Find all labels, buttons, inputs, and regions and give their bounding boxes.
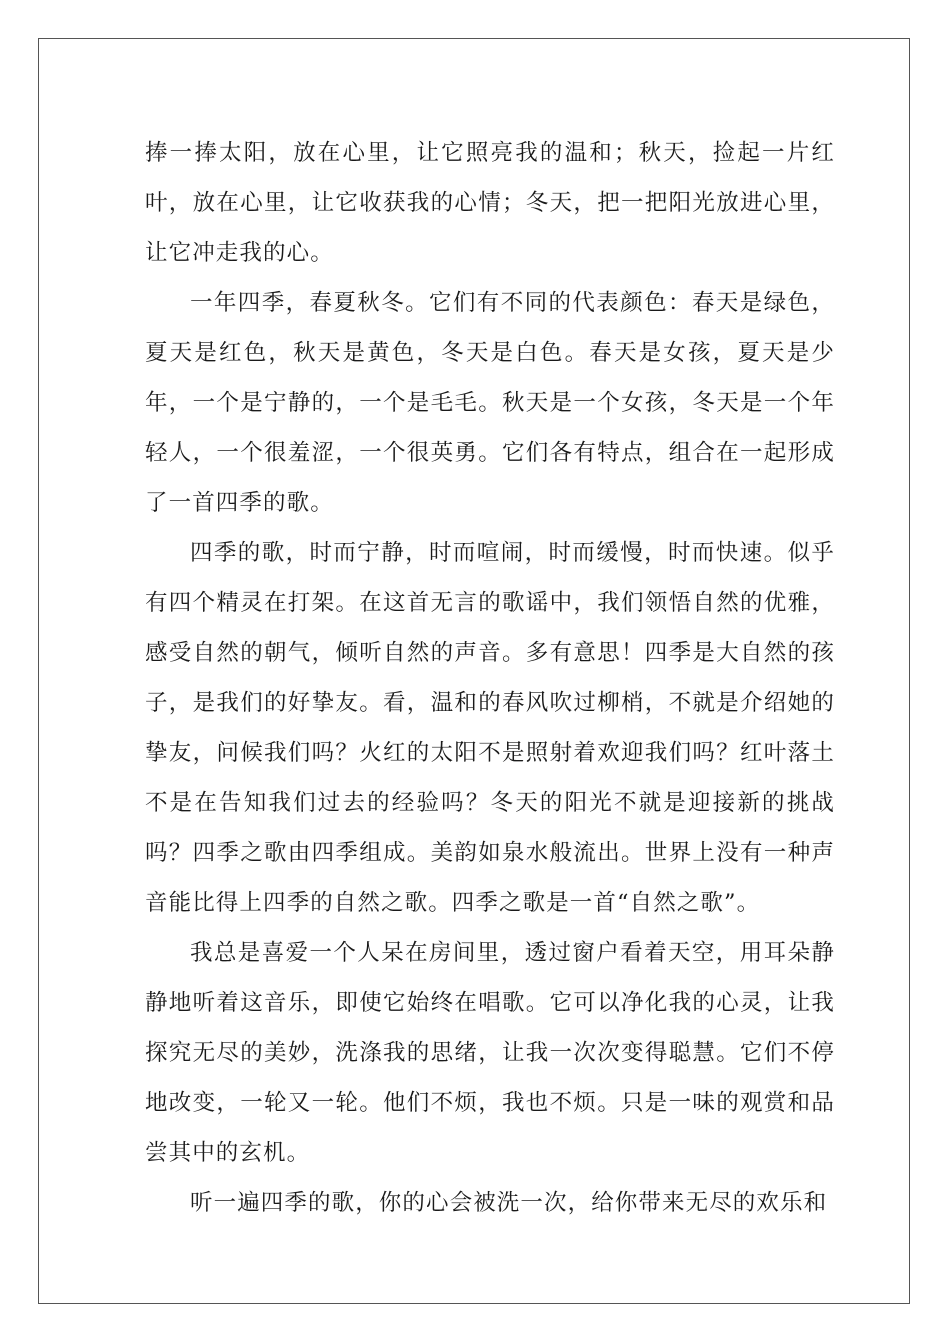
paragraph-5: 听一遍四季的歌，你的心会被洗一次，给你带来无尽的欢乐和	[190, 1190, 828, 1216]
paragraph-4: 我总是喜爱一个人呆在房间里，透过窗户看着天空，用耳朵静静地听着这音乐，即使它始终在唱歌。它可以净化我的心灵，让我探究无尽的美妙，洗涤我的思绪，让我一次次变得聪慧。它们不停地改变，一轮又一轮。他们不烦，我也不烦。只是一味的观赏和品尝其中的玄机。	[145, 940, 835, 1166]
document-body	[145, 128, 835, 1228]
paragraph-2: 一年四季，春夏秋冬。它们有不同的代表颜色：春天是绿色，夏天是红色，秋天是黄色，冬天是白色。春天是女孩，夏天是少年，一个是宁静的，一个是毛毛。秋天是一个女孩，冬天是一个年轻人，一个很羞涩，一个很英勇。它们各有特点，组合在一起形成了一首四季的歌。	[145, 290, 835, 516]
paragraph-1: 捧一捧太阳，放在心里，让它照亮我的温和；秋天，捡起一片红叶，放在心里，让它收获我的心情；冬天，把一把阳光放进心里，让它冲走我的心。	[145, 140, 835, 266]
paragraph-3: 四季的歌，时而宁静，时而喧闹，时而缓慢，时而快速。似乎有四个精灵在打架。在这首无言的歌谣中，我们领悟自然的优雅，感受自然的朝气，倾听自然的声音。多有意思！四季是大自然的孩子，是我们的好挚友。看，温和的春风吹过柳梢，不就是介绍她的挚友，问候我们吗？火红的太阳不是照射着欢迎我们吗？红叶落土不是在告知我们过去的经验吗？冬天的阳光不就是迎接新的挑战吗？四季之歌由四季组成。美韵如泉水般流出。世界上没有一种声音能比得上四季的自然之歌。四季之歌是一首“自然之歌”。	[145, 540, 835, 916]
